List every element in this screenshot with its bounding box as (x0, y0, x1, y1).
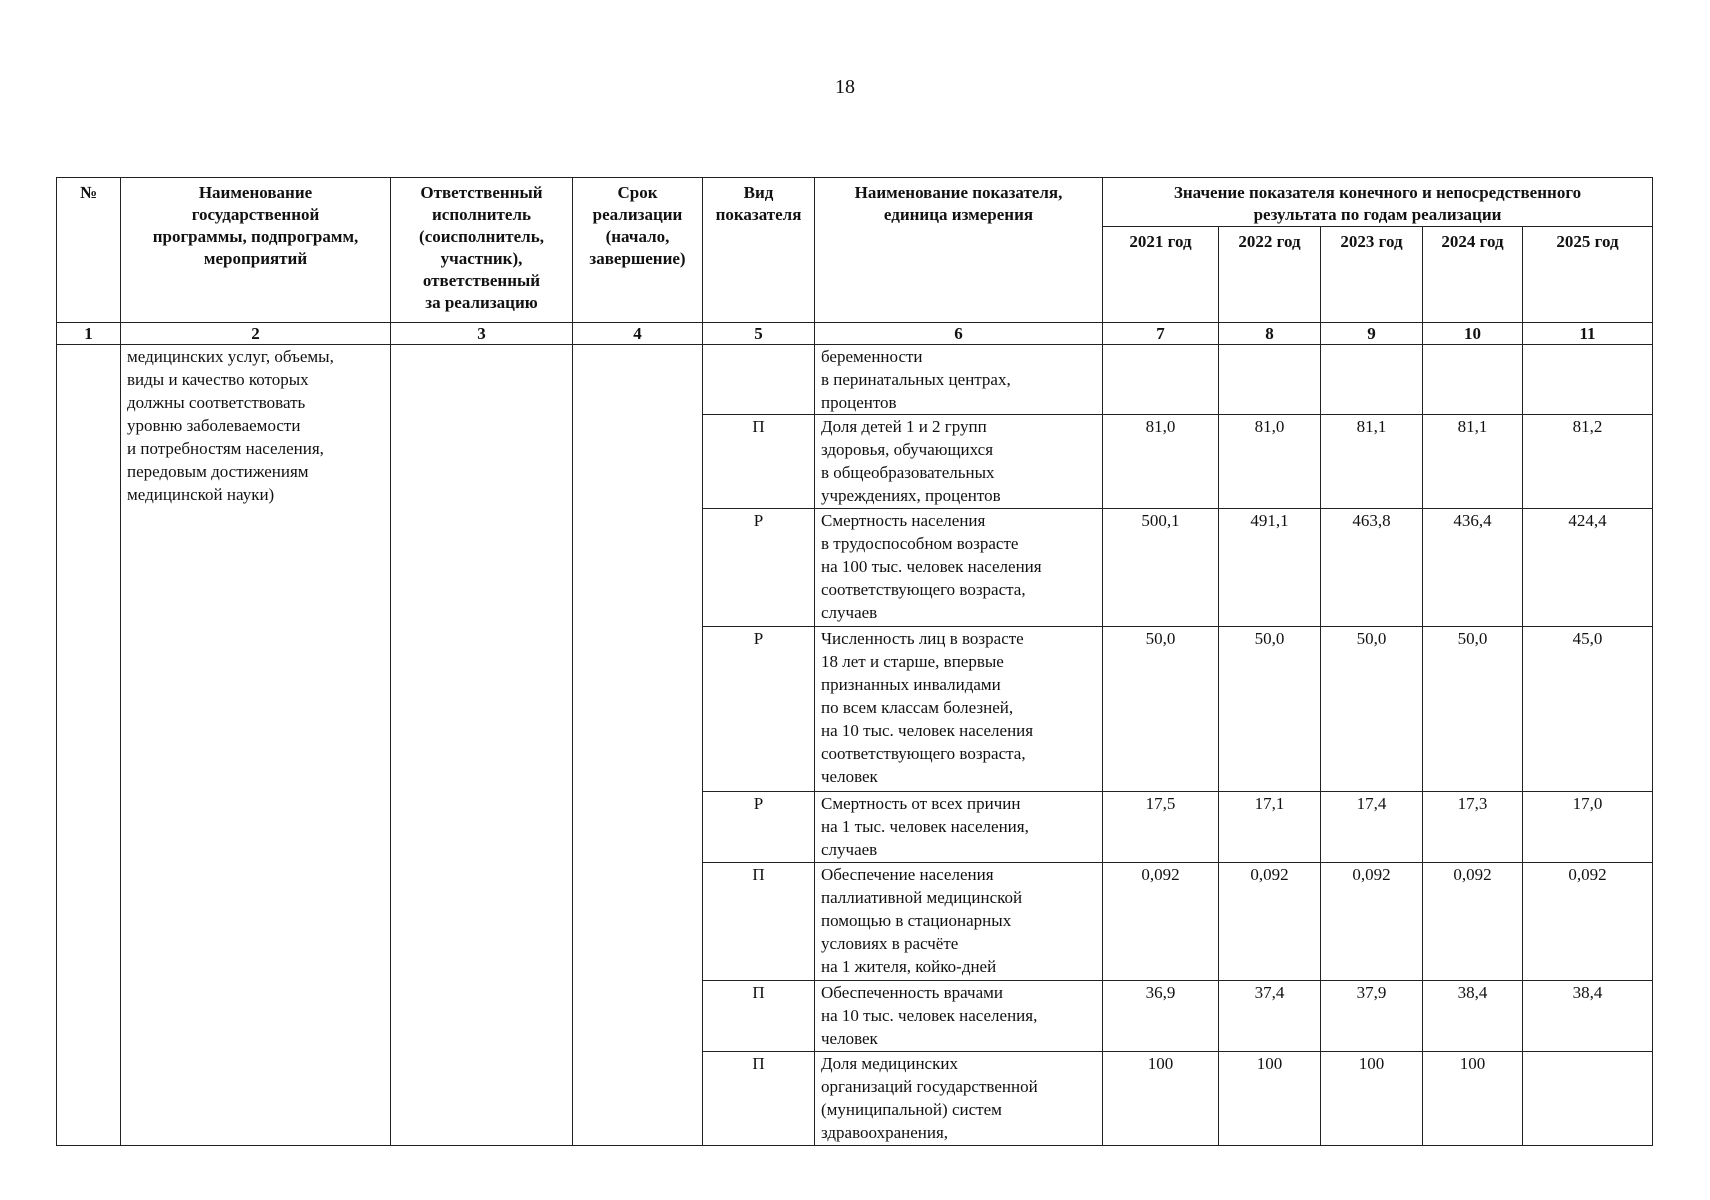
value-2023 (1321, 345, 1423, 415)
column-number: 4 (573, 323, 703, 345)
executor-cell (391, 345, 573, 1146)
indicator-type: П (703, 1052, 815, 1146)
value-2022: 0,092 (1219, 863, 1321, 981)
indicator-name: Обеспечение населения паллиативной медицинской помощью в стационарных условиях в расчёте на 1 жителя, койко-дней (815, 863, 1103, 981)
value-2022: 17,1 (1219, 792, 1321, 863)
value-2024: 81,1 (1423, 415, 1523, 509)
indicator-type (703, 345, 815, 415)
indicator-name: Обеспеченность врачами на 10 тыс. человек населения, человек (815, 981, 1103, 1052)
value-2024 (1423, 345, 1523, 415)
term-cell (573, 345, 703, 1146)
column-number: 8 (1219, 323, 1321, 345)
column-numbers-row (57, 323, 1653, 345)
value-2022: 100 (1219, 1052, 1321, 1146)
value-2022: 50,0 (1219, 627, 1321, 792)
page-number: 18 (835, 76, 855, 98)
value-2025: 424,4 (1523, 509, 1653, 627)
column-number: 6 (815, 323, 1103, 345)
header-no: № (57, 178, 121, 323)
value-2024: 38,4 (1423, 981, 1523, 1052)
indicator-type: Р (703, 792, 815, 863)
indicator-name: Смертность от всех причин на 1 тыс. человек населения, случаев (815, 792, 1103, 863)
header-type: Вид показателя (703, 178, 815, 323)
column-number: 7 (1103, 323, 1219, 345)
header-term: Срок реализации (начало, завершение) (573, 178, 703, 323)
indicator-name: Смертность населения в трудоспособном возрасте на 100 тыс. человек населения соответствующего возраста, случаев (815, 509, 1103, 627)
indicator-name: беременности в перинатальных центрах, процентов (815, 345, 1103, 415)
value-2023: 17,4 (1321, 792, 1423, 863)
header-indicator: Наименование показателя, единица измерения (815, 178, 1103, 323)
table-row (57, 345, 1653, 415)
value-2021: 81,0 (1103, 415, 1219, 509)
indicator-name: Доля детей 1 и 2 групп здоровья, обучающихся в общеобразовательных учреждениях, процентов (815, 415, 1103, 509)
value-2021: 36,9 (1103, 981, 1219, 1052)
value-2021: 500,1 (1103, 509, 1219, 627)
value-2024: 50,0 (1423, 627, 1523, 792)
value-2022: 37,4 (1219, 981, 1321, 1052)
value-2022: 81,0 (1219, 415, 1321, 509)
header-year-2022: 2022 год (1219, 227, 1321, 323)
value-2022: 491,1 (1219, 509, 1321, 627)
value-2023: 81,1 (1321, 415, 1423, 509)
column-number: 3 (391, 323, 573, 345)
value-2025: 45,0 (1523, 627, 1653, 792)
value-2024: 17,3 (1423, 792, 1523, 863)
column-number: 1 (57, 323, 121, 345)
value-2024: 100 (1423, 1052, 1523, 1146)
value-2021: 100 (1103, 1052, 1219, 1146)
indicator-type: П (703, 981, 815, 1052)
value-2023: 100 (1321, 1052, 1423, 1146)
header-executor: Ответственный исполнитель (соисполнитель, участник), ответственный за реализацию (391, 178, 573, 323)
value-2023: 50,0 (1321, 627, 1423, 792)
value-2025 (1523, 345, 1653, 415)
header-year-2024: 2024 год (1423, 227, 1523, 323)
column-number: 11 (1523, 323, 1653, 345)
value-2025: 81,2 (1523, 415, 1653, 509)
indicator-type: П (703, 863, 815, 981)
column-number: 10 (1423, 323, 1523, 345)
value-2024: 0,092 (1423, 863, 1523, 981)
indicator-name: Численность лиц в возрасте 18 лет и старше, впервые признанных инвалидами по всем классам болезней, на 10 тыс. человек населения соответствующего возраста, человек (815, 627, 1103, 792)
column-number: 5 (703, 323, 815, 345)
value-2021: 17,5 (1103, 792, 1219, 863)
header-year-2021: 2021 год (1103, 227, 1219, 323)
indicator-type: П (703, 415, 815, 509)
value-2023: 0,092 (1321, 863, 1423, 981)
value-2024: 436,4 (1423, 509, 1523, 627)
column-number: 2 (121, 323, 391, 345)
indicator-type: Р (703, 509, 815, 627)
value-2023: 463,8 (1321, 509, 1423, 627)
indicators-table (56, 177, 1653, 1146)
value-2025: 38,4 (1523, 981, 1653, 1052)
header-values-group: Значение показателя конечного и непосредственного результата по годам реализации (1103, 178, 1653, 227)
header-year-2023: 2023 год (1321, 227, 1423, 323)
value-2025: 17,0 (1523, 792, 1653, 863)
column-number: 9 (1321, 323, 1423, 345)
value-2021 (1103, 345, 1219, 415)
value-2025 (1523, 1052, 1653, 1146)
value-2021: 0,092 (1103, 863, 1219, 981)
value-2025: 0,092 (1523, 863, 1653, 981)
header-program: Наименование государственной программы, подпрограмм, мероприятий (121, 178, 391, 323)
program-name-cell: медицинских услуг, объемы, виды и качество которых должны соответствовать уровню заболеваемости и потребностям населения, передовым достижениям медицинской науки) (121, 345, 391, 1146)
value-2021: 50,0 (1103, 627, 1219, 792)
value-2023: 37,9 (1321, 981, 1423, 1052)
indicator-name: Доля медицинских организаций государственной (муниципальной) систем здравоохранения, (815, 1052, 1103, 1146)
header-year-2025: 2025 год (1523, 227, 1653, 323)
row-number-cell (57, 345, 121, 1146)
indicator-type: Р (703, 627, 815, 792)
value-2022 (1219, 345, 1321, 415)
